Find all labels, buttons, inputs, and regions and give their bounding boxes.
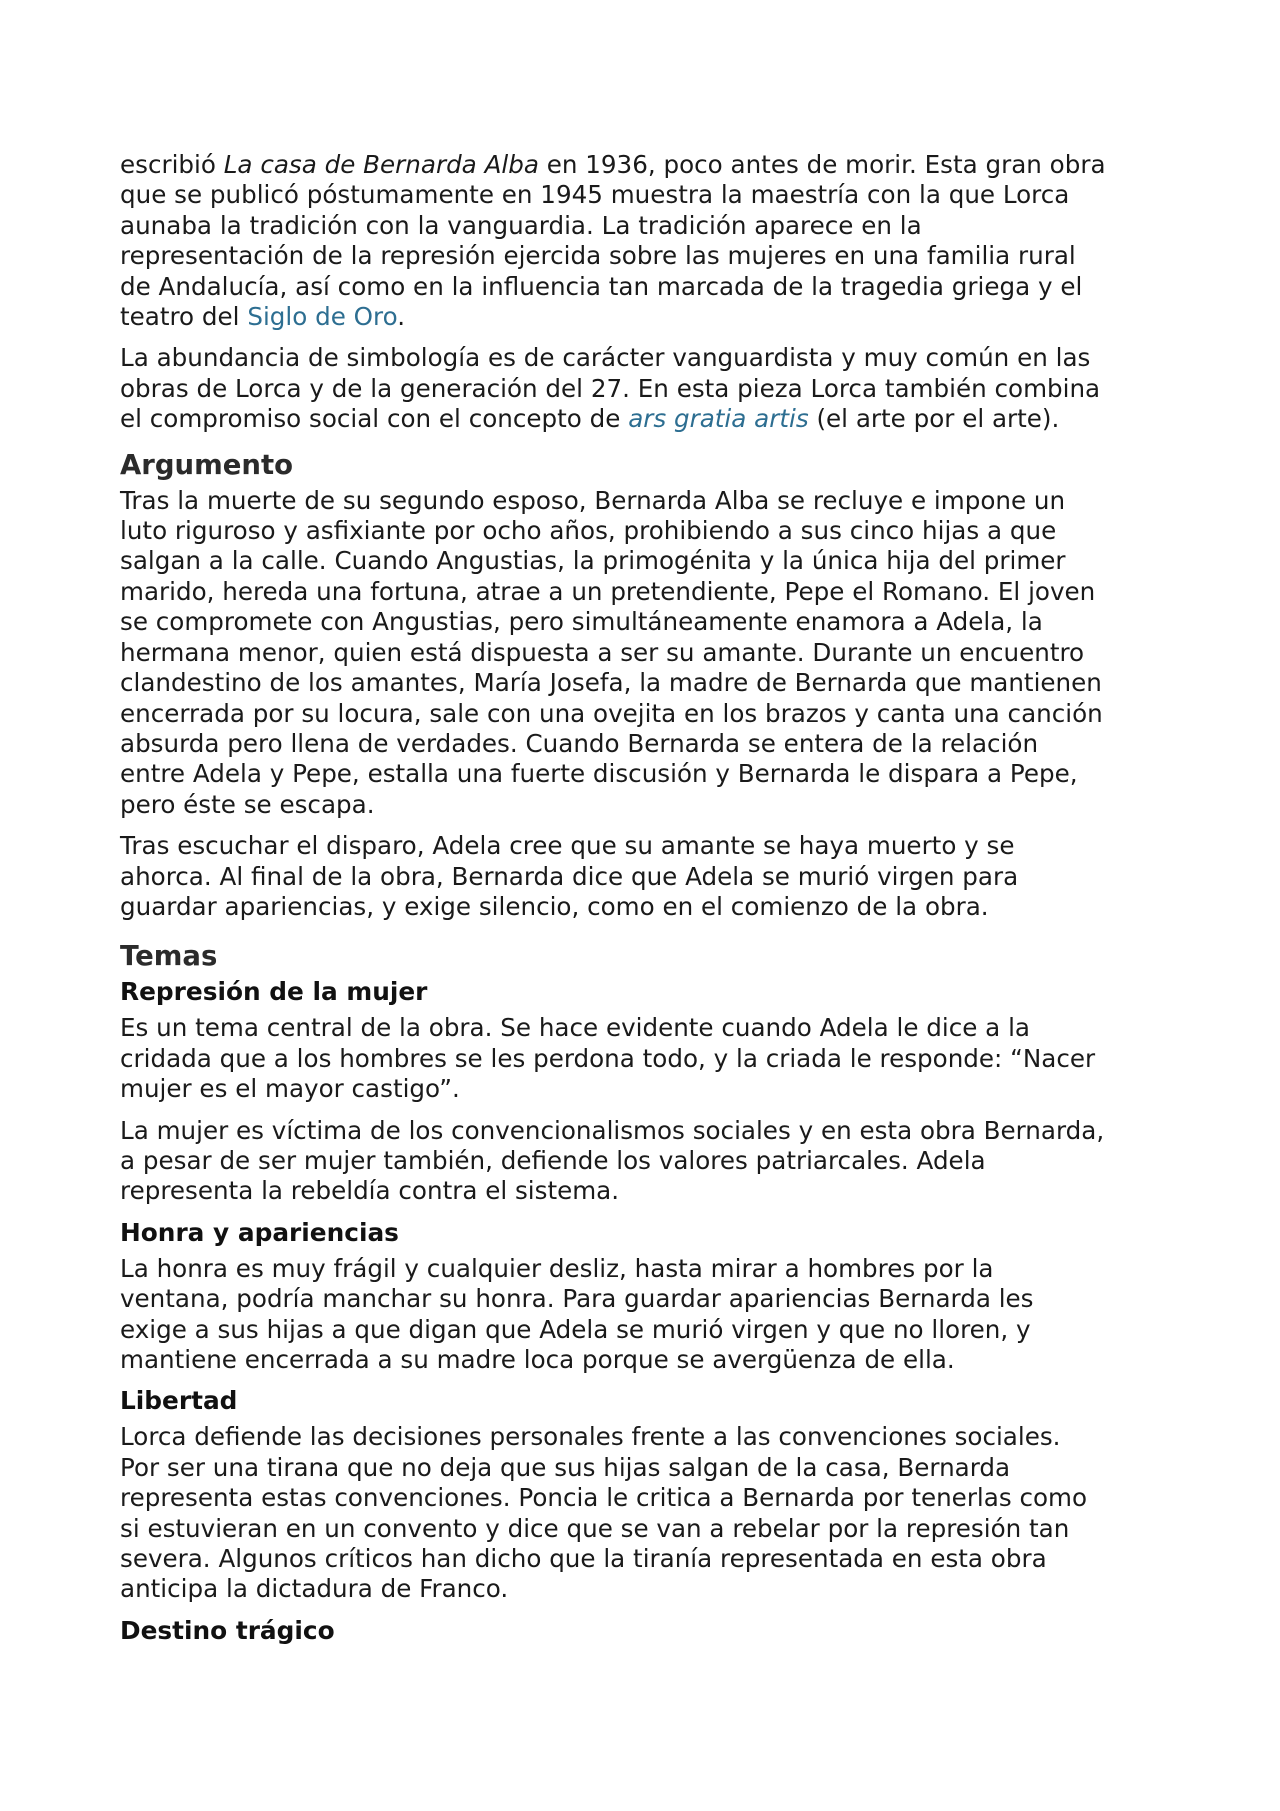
text-line: guardar apariencias, y exige silencio, como en el comienzo de la obra. bbox=[120, 891, 989, 921]
intro-paragraph bbox=[120, 150, 1170, 332]
text-line: se compromete con Angustias, pero simultáneamente enamora a Adela, la bbox=[120, 607, 1043, 637]
symbolism-paragraph bbox=[120, 343, 1170, 434]
text-line: ahorca. Al final de la obra, Bernarda dice que Adela se murió virgen para bbox=[120, 861, 1019, 891]
text-line: que se publicó póstumamente en 1945 muestra la maestría con la que Lorca bbox=[120, 180, 1070, 210]
text-line: Es un tema central de la obra. Se hace evidente cuando Adela le dice a la bbox=[120, 1013, 1030, 1043]
text-span: (el arte por el arte). bbox=[808, 404, 1060, 434]
text-line: mujer es el mayor castigo”. bbox=[120, 1074, 460, 1104]
text-line: Tras escuchar el disparo, Adela cree que su amante se haya muerto y se bbox=[120, 831, 1015, 861]
text-line: anticipa la dictadura de Franco. bbox=[120, 1574, 509, 1604]
argumento-paragraph-2 bbox=[120, 831, 1170, 922]
text-line: La abundancia de simbología es de carácter vanguardista y muy común en las bbox=[120, 343, 1091, 373]
text-line: aunaba la tradición con la vanguardia. La tradición aparece en la bbox=[120, 210, 922, 240]
text-line: cridada que a los hombres se les perdona todo, y la criada le responde: “Nacer bbox=[120, 1043, 1096, 1073]
text-line: entre Adela y Pepe, estalla una fuerte discusión y Bernarda le dispara a Pepe, bbox=[120, 759, 1078, 789]
text-span: en 1936, poco antes de morir. Esta gran obra bbox=[538, 150, 1106, 179]
text-line: Tras la muerte de su segundo esposo, Bernarda Alba se recluye e impone un bbox=[120, 485, 1066, 515]
represion-paragraph-1 bbox=[120, 1013, 1170, 1104]
text-line: severa. Algunos críticos han dicho que la tiranía representada en esta obra bbox=[120, 1544, 1047, 1574]
represion-heading: Represión de la mujer bbox=[120, 977, 428, 1007]
temas-heading: Temas bbox=[120, 940, 218, 973]
ars-gratia-artis-link[interactable]: ars gratia artis bbox=[628, 404, 809, 434]
text-span: teatro del bbox=[120, 302, 248, 332]
libertad-heading: Libertad bbox=[120, 1386, 238, 1416]
text-span: . bbox=[397, 302, 406, 332]
text-line: ventana, podría manchar su honra. Para guardar apariencias Bernarda les bbox=[120, 1284, 1034, 1314]
siglo-de-oro-link[interactable]: Siglo de Oro bbox=[247, 302, 398, 332]
text-line: absurda pero llena de verdades. Cuando Bernarda se entera de la relación bbox=[120, 728, 1039, 758]
text-span: escribió bbox=[120, 150, 224, 179]
destino-heading: Destino trágico bbox=[120, 1615, 335, 1645]
text-span: el compromiso social con el concepto de bbox=[120, 404, 629, 434]
text-line: hermana menor, quien está dispuesta a ser su amante. Durante un encuentro bbox=[120, 637, 1085, 667]
argumento-paragraph-1 bbox=[120, 486, 1170, 820]
text-line: encerrada por su locura, sale con una ovejita en los brazos y canta una canción bbox=[120, 698, 1103, 728]
text-line: marido, hereda una fortuna, atrae a un pretendiente, Pepe el Romano. El joven bbox=[120, 576, 1096, 606]
text-line: clandestino de los amantes, María Josefa, la madre de Bernarda que mantienen bbox=[120, 668, 1102, 698]
text-line: luto riguroso y asfixiante por ocho años, prohibiendo a sus cinco hijas a que bbox=[120, 516, 1057, 546]
text-line: representa estas convenciones. Poncia le critica a Bernarda por tenerlas como bbox=[120, 1483, 1088, 1513]
text-line: a pesar de ser mujer también, defiende los valores patriarcales. Adela bbox=[120, 1145, 986, 1175]
honra-heading: Honra y apariencias bbox=[120, 1217, 399, 1247]
honra-paragraph bbox=[120, 1254, 1170, 1376]
argumento-heading: Argumento bbox=[120, 448, 294, 481]
text-line: representa la rebeldía contra el sistema. bbox=[120, 1176, 620, 1206]
text-line: Por ser una tirana que no deja que sus hijas salgan de la casa, Bernarda bbox=[120, 1452, 1011, 1482]
text-line: La mujer es víctima de los convencionalismos sociales y en esta obra Bernarda, bbox=[120, 1115, 1105, 1145]
text-line: Lorca defiende las decisiones personales frente a las convenciones sociales. bbox=[120, 1422, 1061, 1452]
work-title: La casa de Bernarda Alba bbox=[223, 150, 539, 179]
text-line: obras de Lorca y de la generación del 27. En esta pieza Lorca también combina bbox=[120, 373, 1101, 403]
text-line: pero éste se escapa. bbox=[120, 789, 375, 819]
text-line: salgan a la calle. Cuando Angustias, la primogénita y la única hija del primer bbox=[120, 546, 1066, 576]
text-line: si estuvieran en un convento y dice que se van a rebelar por la represión tan bbox=[120, 1513, 1070, 1543]
libertad-paragraph bbox=[120, 1422, 1170, 1604]
text-line: mantiene encerrada a su madre loca porque se avergüenza de ella. bbox=[120, 1345, 955, 1374]
text-line: exige a sus hijas a que digan que Adela se murió virgen y que no lloren, y bbox=[120, 1314, 1031, 1344]
represion-paragraph-2 bbox=[120, 1116, 1170, 1207]
document-page bbox=[120, 150, 1170, 1652]
text-line: de Andalucía, así como en la influencia tan marcada de la tragedia griega y el bbox=[120, 271, 1083, 301]
text-line: representación de la represión ejercida sobre las mujeres en una familia rural bbox=[120, 241, 1076, 271]
text-line: La honra es muy frágil y cualquier desliz, hasta mirar a hombres por la bbox=[120, 1253, 994, 1283]
